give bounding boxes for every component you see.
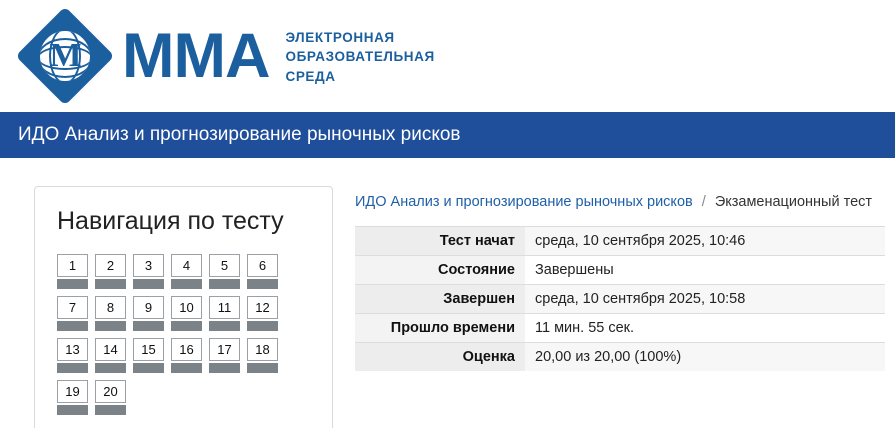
question-nav-button[interactable] xyxy=(247,296,278,331)
question-state-bar xyxy=(209,321,240,331)
question-nav-button[interactable] xyxy=(209,296,240,331)
breadcrumb-course-link[interactable]: ИДО Анализ и прогнозирование рыночных рисков xyxy=(355,194,693,210)
summary-row xyxy=(355,314,885,343)
site-header xyxy=(0,0,895,112)
summary-row-label: Прошло времени xyxy=(355,314,525,343)
course-title: ИДО Анализ и прогнозирование рыночных рисков xyxy=(18,124,461,145)
summary-row xyxy=(355,285,885,314)
question-nav-button[interactable] xyxy=(133,338,164,373)
attempt-summary-panel xyxy=(355,186,895,428)
summary-row xyxy=(355,227,885,256)
question-nav-number[interactable]: 14 xyxy=(95,338,126,361)
question-nav-number[interactable]: 7 xyxy=(57,296,88,319)
question-nav-number[interactable]: 3 xyxy=(133,254,164,277)
summary-row-value: среда, 10 сентября 2025, 10:58 xyxy=(525,285,885,314)
question-nav-button[interactable] xyxy=(171,338,202,373)
question-nav-button[interactable] xyxy=(95,380,126,415)
summary-row xyxy=(355,256,885,285)
summary-row-label: Оценка xyxy=(355,343,525,372)
question-state-bar xyxy=(57,321,88,331)
question-state-bar xyxy=(95,321,126,331)
quiz-navigation-title: Навигация по тесту xyxy=(57,207,284,235)
mma-logo-icon[interactable] xyxy=(22,13,108,99)
question-nav-button[interactable] xyxy=(57,380,88,415)
logo-tagline-line-1: ЭЛЕКТРОННАЯ xyxy=(285,29,395,45)
breadcrumb-current: Экзаменационный тест xyxy=(714,194,873,210)
question-state-bar xyxy=(95,363,126,373)
summary-row-value: среда, 10 сентября 2025, 10:46 xyxy=(525,227,885,256)
question-state-bar xyxy=(57,279,88,289)
question-nav-button[interactable] xyxy=(133,296,164,331)
question-state-bar xyxy=(57,363,88,373)
question-nav-button[interactable] xyxy=(209,338,240,373)
question-nav-number[interactable]: 4 xyxy=(171,254,202,277)
question-nav-button[interactable] xyxy=(95,338,126,373)
question-nav-button[interactable] xyxy=(171,254,202,289)
question-nav-button[interactable] xyxy=(133,254,164,289)
question-state-bar xyxy=(171,279,202,289)
course-title-bar xyxy=(0,112,895,158)
question-state-bar xyxy=(95,279,126,289)
logo-tagline-line-2: ОБРАЗОВАТЕЛЬНАЯ xyxy=(285,49,435,65)
logo-tagline-line-3: СРЕДА xyxy=(285,68,336,84)
question-nav-number[interactable]: 8 xyxy=(95,296,126,319)
breadcrumb xyxy=(355,186,885,226)
summary-row-label: Тест начат xyxy=(355,227,525,256)
question-nav-button[interactable] xyxy=(247,254,278,289)
question-nav-number[interactable]: 19 xyxy=(57,380,88,403)
question-nav-number[interactable]: 10 xyxy=(171,296,202,319)
question-nav-number[interactable]: 13 xyxy=(57,338,88,361)
summary-row xyxy=(355,343,885,372)
summary-row-label: Завершен xyxy=(355,285,525,314)
quiz-navigation-block xyxy=(34,186,333,428)
summary-row-value: 20,00 из 20,00 (100%) xyxy=(525,343,885,372)
question-state-bar xyxy=(209,279,240,289)
question-nav-number[interactable]: 12 xyxy=(247,296,278,319)
question-nav-button[interactable] xyxy=(247,338,278,373)
page-body xyxy=(0,158,895,428)
attempt-summary-table xyxy=(355,226,885,371)
question-nav-button[interactable] xyxy=(57,338,88,373)
breadcrumb-separator: / xyxy=(701,194,706,210)
question-nav-button[interactable] xyxy=(57,254,88,289)
question-nav-button[interactable] xyxy=(209,254,240,289)
logo-tagline xyxy=(285,26,434,87)
question-state-bar xyxy=(209,363,240,373)
question-state-bar xyxy=(247,363,278,373)
question-nav-number[interactable]: 20 xyxy=(95,380,126,403)
question-nav-number[interactable]: 11 xyxy=(209,296,240,319)
question-state-bar xyxy=(247,279,278,289)
question-nav-number[interactable]: 1 xyxy=(57,254,88,277)
question-state-bar xyxy=(171,363,202,373)
question-state-bar xyxy=(95,405,126,415)
question-nav-number[interactable]: 9 xyxy=(133,296,164,319)
question-nav-number[interactable]: 5 xyxy=(209,254,240,277)
question-nav-number[interactable]: 16 xyxy=(171,338,202,361)
summary-row-value: Завершены xyxy=(525,256,885,285)
question-state-bar xyxy=(133,363,164,373)
question-nav-button[interactable] xyxy=(95,254,126,289)
question-state-bar xyxy=(133,279,164,289)
question-nav-number[interactable]: 17 xyxy=(209,338,240,361)
logo-wordmark[interactable]: MMA xyxy=(122,20,270,91)
question-nav-button[interactable] xyxy=(171,296,202,331)
summary-row-label: Состояние xyxy=(355,256,525,285)
question-nav-number[interactable]: 18 xyxy=(247,338,278,361)
question-state-bar xyxy=(133,321,164,331)
logo-monogram: M xyxy=(49,37,81,74)
question-nav-number[interactable]: 2 xyxy=(95,254,126,277)
question-state-bar xyxy=(57,405,88,415)
question-nav-button[interactable] xyxy=(95,296,126,331)
question-nav-button[interactable] xyxy=(57,296,88,331)
question-state-bar xyxy=(247,321,278,331)
summary-row-value: 11 мин. 55 сек. xyxy=(525,314,885,343)
question-nav-number[interactable]: 6 xyxy=(247,254,278,277)
question-nav-number[interactable]: 15 xyxy=(133,338,164,361)
question-grid xyxy=(57,254,310,415)
question-state-bar xyxy=(171,321,202,331)
